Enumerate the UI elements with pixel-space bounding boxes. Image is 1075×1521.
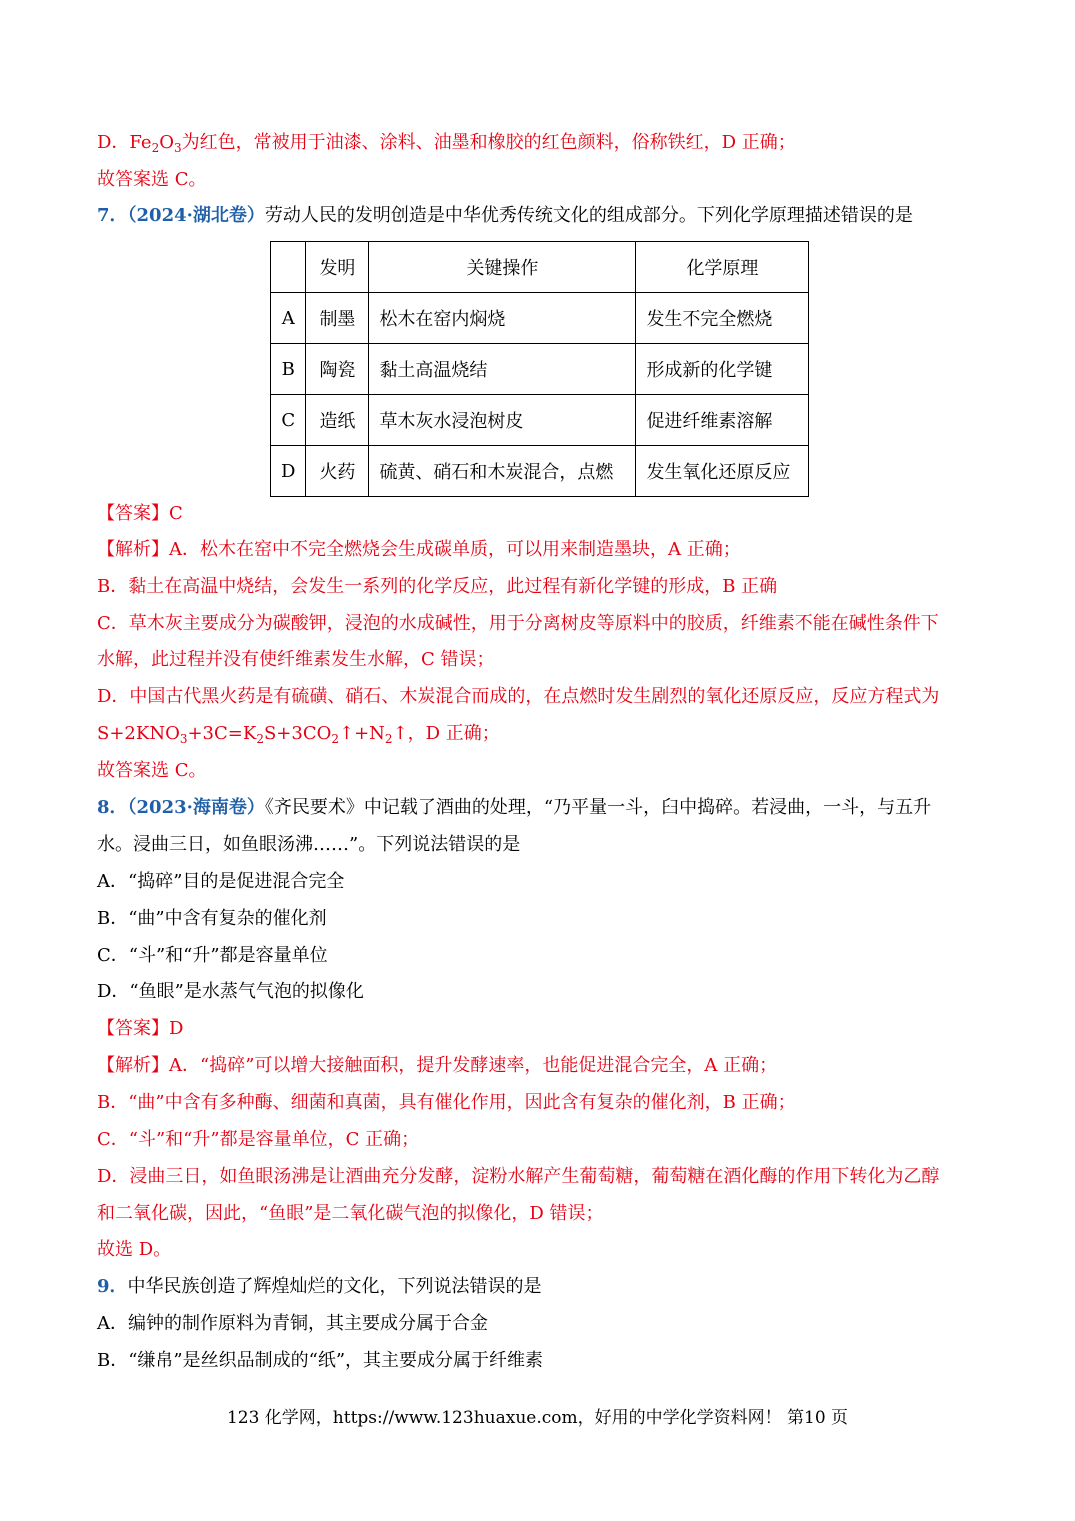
page-footer: 123 化学网，https://www.123huaxue.com，好用的中学化学资料网！ 第10 页	[226, 1408, 849, 1428]
table-header-principle: 化学原理	[636, 242, 809, 293]
table-header-invention: 发明	[306, 242, 369, 293]
table-row	[271, 344, 809, 395]
table-cell: 形成新的化学键	[636, 344, 809, 395]
table-header-operation: 关键操作	[369, 242, 636, 293]
question-8-option-b: B．“曲”中含有复杂的催化剂	[97, 908, 327, 929]
question-7-analysis-d: D．中国古代黑火药是有硫磺、硝石、木炭混合而成的，在点燃时发生剧烈的氧化还原反应，反应方程式为	[97, 686, 940, 707]
table-cell: 松木在窑内焖烧	[369, 293, 636, 344]
question-7-analysis-b: B．黏土在高温中烧结，会发生一系列的化学反应，此过程有新化学键的形成，B 正确	[97, 576, 778, 597]
prev-conclusion: 故答案选 C。	[97, 169, 207, 190]
question-number: 7．	[97, 205, 128, 226]
table-cell: A	[271, 293, 306, 344]
question-9-option-a: A．编钟的制作原料为青铜，其主要成分属于合金	[97, 1313, 488, 1334]
question-8-option-d: D．“鱼眼”是水蒸气气泡的拟像化	[97, 981, 364, 1002]
question-7-answer: 【答案】C	[97, 503, 183, 524]
question-7-analysis-a: 【解析】A．松木在窑中不完全燃烧会生成碳单质，可以用来制造墨块，A 正确；	[97, 539, 741, 560]
table-row	[271, 293, 809, 344]
question-8-analysis-b: B．“曲”中含有多种酶、细菌和真菌，具有催化作用，因此含有复杂的催化剂，B 正确；	[97, 1092, 796, 1113]
table-row	[271, 446, 809, 497]
question-7-analysis-c-cont: 水解，此过程并没有使纤维素发生水解，C 错误；	[97, 649, 495, 670]
table-cell: 促进纤维素溶解	[636, 395, 809, 446]
question-8-stem: 8．（2023·海南卷）《齐民要术》中记载了酒曲的处理，“乃平量一斗，臼中捣碎。若浸曲，一斗，与五升	[97, 797, 932, 818]
table-cell	[271, 242, 306, 293]
question-7-analysis-c: C．草木灰主要成分为碳酸钾，浸泡的水成碱性，用于分离树皮等原料中的胶质，纤维素不能在碱性条件下	[97, 613, 939, 634]
table-cell: C	[271, 395, 306, 446]
table-header-row	[271, 242, 809, 293]
table-cell: 制墨	[306, 293, 369, 344]
table-cell: 黏土高温烧结	[369, 344, 636, 395]
question-8-conclusion: 故选 D。	[97, 1239, 172, 1260]
question-8-analysis-c: C．“斗”和“升”都是容量单位，C 正确；	[97, 1129, 420, 1150]
table-cell: 硫黄、硝石和木炭混合，点燃	[369, 446, 636, 497]
question-8-stem-cont: 水。浸曲三日，如鱼眼汤沸……”。下列说法错误的是	[97, 834, 521, 855]
question-number: 8．	[97, 797, 128, 818]
table-cell: 火药	[306, 446, 369, 497]
question-9-option-b: B．“缣帛”是丝织品制成的“纸”，其主要成分属于纤维素	[97, 1350, 544, 1371]
question-8-analysis-a: 【解析】A．“捣碎”可以增大接触面积，提升发酵速率，也能促进混合完全，A 正确；	[97, 1055, 778, 1076]
question-8-answer: 【答案】D	[97, 1018, 184, 1039]
table-cell: 发生氧化还原反应	[636, 446, 809, 497]
table-cell: 草木灰水浸泡树皮	[369, 395, 636, 446]
question-8-analysis-d: D．浸曲三日，如鱼眼汤沸是让酒曲充分发酵，淀粉水解产生葡萄糖，葡萄糖在酒化酶的作用下转化为乙醇	[97, 1166, 940, 1187]
table-cell: 造纸	[306, 395, 369, 446]
table-cell: 发生不完全燃烧	[636, 293, 809, 344]
question-7-stem: 7．（2024·湖北卷）劳动人民的发明创造是中华优秀传统文化的组成部分。下列化学原理描述错误的是	[97, 205, 913, 226]
question-source: （2023·海南卷）	[127, 797, 265, 818]
table-cell: B	[271, 344, 306, 395]
table-cell: 陶瓷	[306, 344, 369, 395]
question-8-option-c: C．“斗”和“升”都是容量单位	[97, 945, 328, 966]
question-8-option-a: A．“捣碎”目的是促进混合完全	[97, 871, 345, 892]
question-9-stem: 9．中华民族创造了辉煌灿烂的文化，下列说法错误的是	[97, 1276, 542, 1297]
question-7-table	[270, 241, 809, 497]
question-number: 9．	[97, 1276, 128, 1297]
prev-option-d-analysis: D．$Fe_2O_3$为红色，常被用于油漆、涂料、油墨和橡胶的红色颜料，俗称铁红，D 正确；	[97, 132, 796, 155]
question-7-conclusion: 故答案选 C。	[97, 760, 207, 781]
table-cell: D	[271, 446, 306, 497]
question-8-analysis-d-cont: 和二氧化碳，因此，“鱼眼”是二氧化碳气泡的拟像化，D 错误；	[97, 1203, 604, 1224]
question-source: （2024·湖北卷）	[127, 205, 265, 226]
question-7-equation: $S+2KNO_3+3C=K_2S+3CO_2↑+N_2↑$，D 正确；	[97, 723, 500, 746]
table-row	[271, 395, 809, 446]
